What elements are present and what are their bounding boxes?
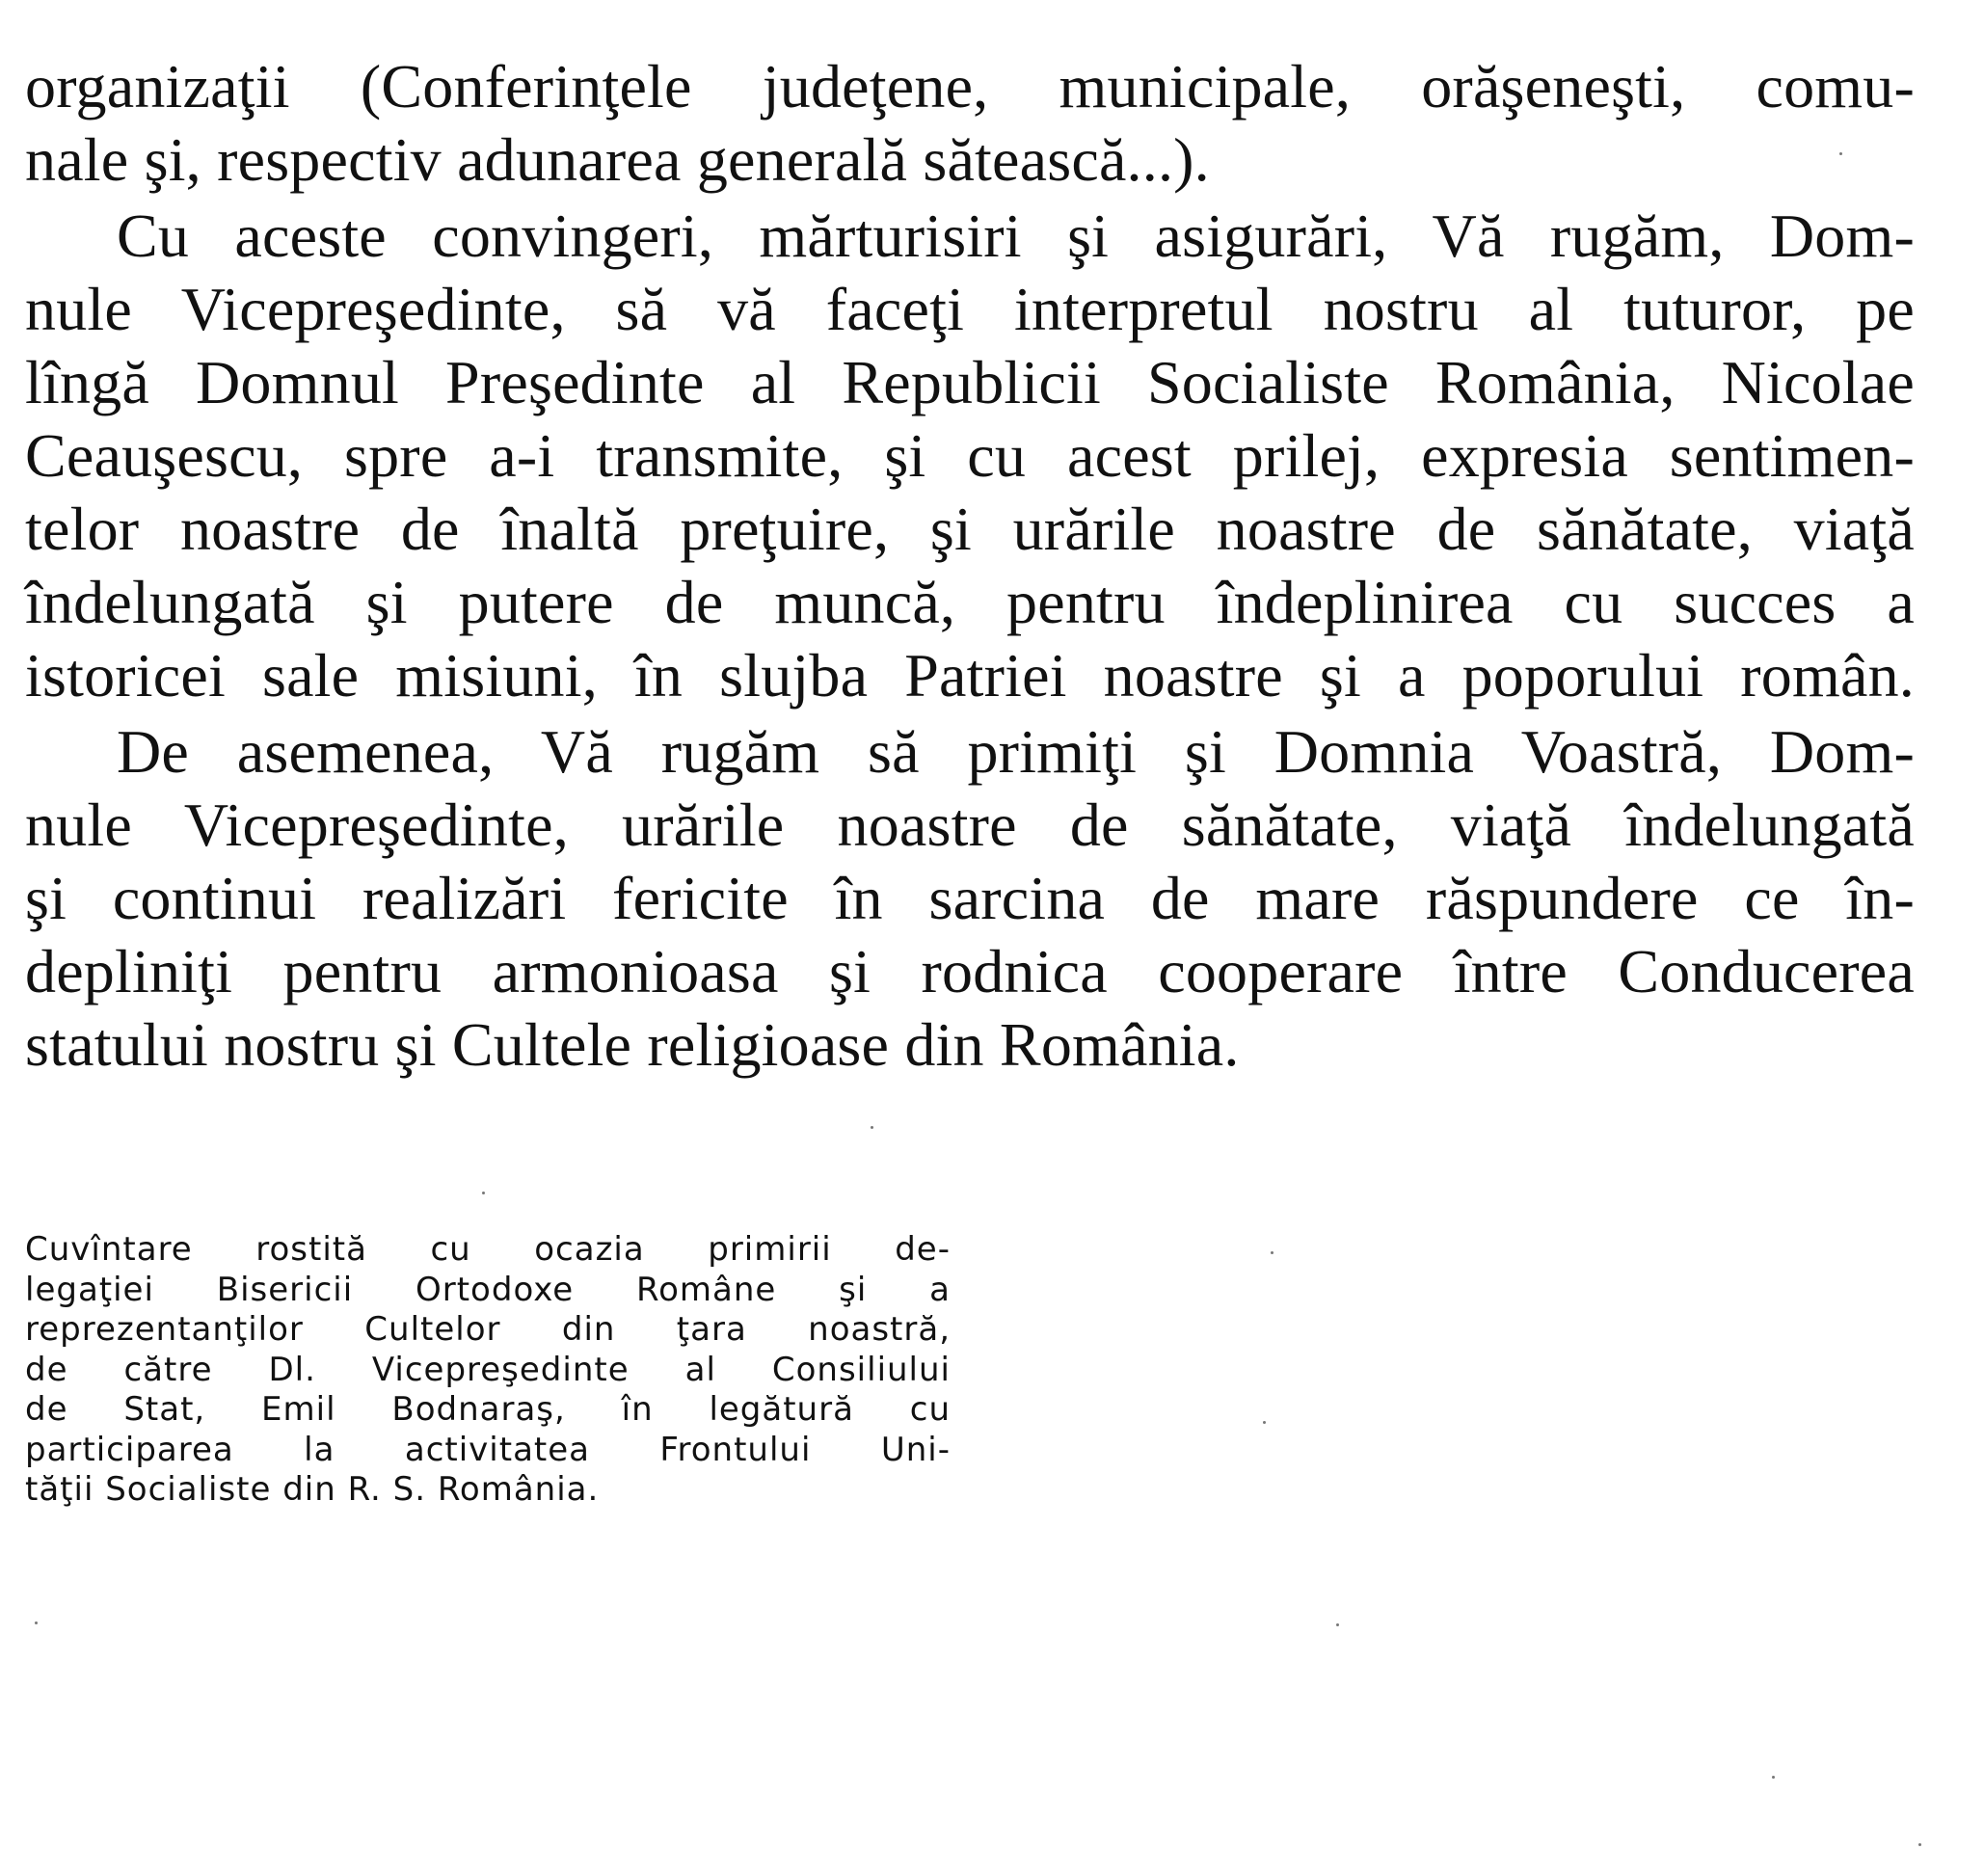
caption-line-4: de către Dl. Vicepreşedinte al Consiliului xyxy=(25,1350,951,1389)
body-text xyxy=(25,50,1915,1082)
paragraph-2-line-5: telor noastre de înaltă preţuire, şi urările noastre de sănătate, viaţă xyxy=(25,495,1915,563)
paragraph-3-line-1: De asemenea, Vă rugăm să primiţi şi Domnia Voastră, Dom- xyxy=(117,717,1915,786)
caption-line-1: Cuvîntare rostită cu ocazia primirii de- xyxy=(25,1230,951,1269)
scan-speck xyxy=(1772,1776,1775,1779)
caption-line-7: tăţii Socialiste din R. S. România. xyxy=(25,1470,600,1509)
scan-speck xyxy=(35,1621,38,1624)
scan-speck xyxy=(1271,1251,1274,1254)
scan-speck xyxy=(1263,1421,1266,1424)
caption-line-6: participarea la activitatea Frontului Uni- xyxy=(25,1430,951,1469)
paragraph-2-line-2: nule Vicepreşedinte, să vă faceţi interpretul nostru al tuturor, pe xyxy=(25,275,1915,343)
caption-line-2: legaţiei Bisericii Ortodoxe Române şi a xyxy=(25,1270,951,1309)
paragraph-2-line-6: îndelungată şi putere de muncă, pentru îndeplinirea cu succes a xyxy=(25,568,1915,636)
paragraph-3-line-5: statului nostru şi Cultele religioase din România. xyxy=(25,1010,1240,1079)
paragraph-2-line-1: Cu aceste convingeri, mărturisiri şi asigurări, Vă rugăm, Dom- xyxy=(117,201,1915,270)
paragraph-3-line-4: depliniţi pentru armonioasa şi rodnica cooperare între Conducerea xyxy=(25,937,1915,1005)
scan-speck xyxy=(1918,1843,1921,1846)
scan-speck xyxy=(871,1126,873,1129)
scan-speck xyxy=(482,1192,485,1194)
caption-line-5: de Stat, Emil Bodnaraş, în legătură cu xyxy=(25,1390,951,1429)
paragraph-2-line-3: lîngă Domnul Preşedinte al Republicii Socialiste România, Nicolae xyxy=(25,348,1915,416)
paragraph-1-line-2: nale şi, respectiv adunarea generală sătească...). xyxy=(25,125,1210,194)
paragraph-2-line-7: istoricei sale misiuni, în slujba Patriei noastre şi a poporului român. xyxy=(25,641,1915,710)
paragraph-2-line-4: Ceauşescu, spre a-i transmite, şi cu acest prilej, expresia sentimen- xyxy=(25,421,1915,490)
caption-line-3: reprezentanţilor Cultelor din ţara noastră, xyxy=(25,1310,951,1349)
source-caption xyxy=(25,1230,951,1511)
paragraph-1-line-1: organizaţii (Conferinţele judeţene, municipale, orăşeneşti, comu- xyxy=(25,52,1915,121)
paragraph-3-line-3: şi continui realizări fericite în sarcina de mare răspundere ce în- xyxy=(25,864,1915,932)
scan-speck xyxy=(1336,1623,1339,1626)
paragraph-3-line-2: nule Vicepreşedinte, urările noastre de sănătate, viaţă îndelungată xyxy=(25,791,1915,859)
scan-speck xyxy=(1839,152,1842,155)
